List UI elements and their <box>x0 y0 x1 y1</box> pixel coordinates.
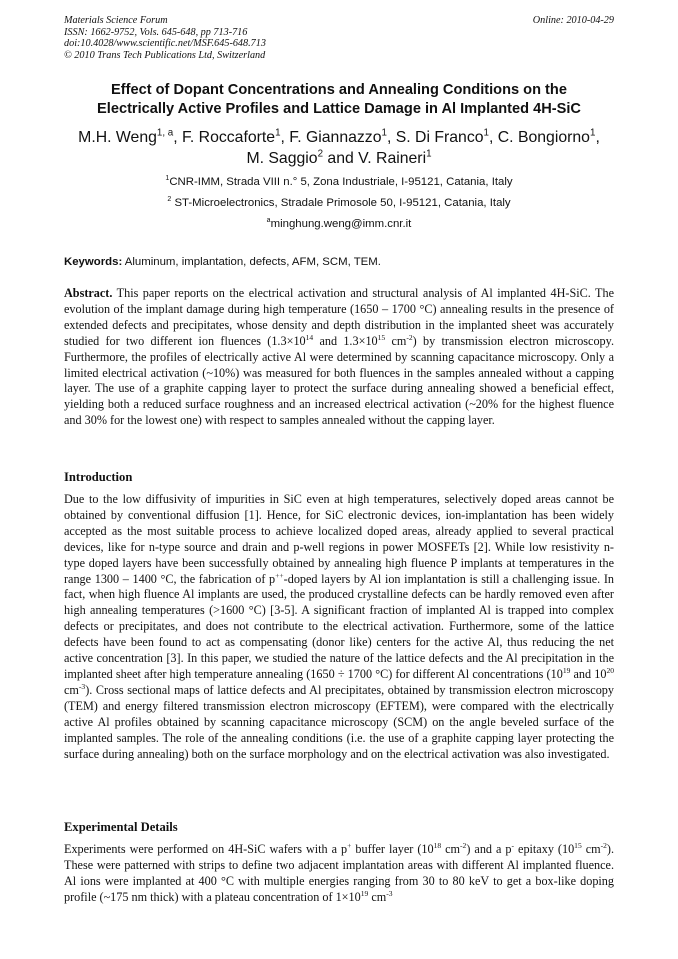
exponent: 14 <box>305 332 314 342</box>
author-affiliation-mark: 1 <box>589 127 596 139</box>
author-conjunction: and <box>327 150 354 167</box>
affiliation-text: ST-Microelectronics, Stradale Primosole 50, I-95121, Catania, Italy <box>174 197 511 209</box>
introduction-heading: Introduction <box>64 470 133 484</box>
title-line-2: Electrically Active Profiles and Lattice Damage in Al Implanted 4H-SiC <box>97 101 581 117</box>
author-affiliation-mark: 1 <box>483 127 489 139</box>
online-date: Online: 2010-04-29 <box>532 15 614 26</box>
exponent: -2 <box>406 332 413 342</box>
paragraph-text: ) and a p <box>466 842 512 856</box>
paragraph-text: and 10 <box>570 666 607 681</box>
author-line-2 <box>30 148 648 169</box>
paragraph-text: Experiments were performed on 4H-SiC wafers with a p <box>64 842 348 856</box>
doi-line: doi:10.4028/www.scientific.net/MSF.645-648.713 <box>64 38 266 49</box>
author-name: C. Bongiorno <box>497 129 590 146</box>
exponent: 15 <box>377 332 386 342</box>
keywords-label: Keywords: <box>64 256 123 268</box>
copyright-line: © 2010 Trans Tech Publications Ltd, Switzerland <box>64 49 266 61</box>
exponent: 19 <box>360 888 369 898</box>
paragraph-text: cm <box>441 842 461 856</box>
exponent: 18 <box>433 840 442 850</box>
author-line-1: M.H. Weng$^{1, a}$, F. Roccaforte$^1$, F. Giannazzo$^1$, S. Di Franco$^1$, C. Bongiorno$^1$, <box>78 127 600 146</box>
exponent: -3 <box>386 888 393 898</box>
exponent: 20 <box>606 665 614 675</box>
paragraph-text: cm <box>581 842 601 856</box>
abstract-text: This paper reports on the electrical activation and structural analysis of Al implanted 4H-SiC. The evolution of the implant damage during high temperature (1650 – 1700 °C) annealing results in the presence of extended defects and precipitates, whose density and depth distribution in the implanted sheet was accurately studied for two different ion fluences (1.3×10 <box>64 286 614 348</box>
exponent: + <box>347 840 352 850</box>
author-affiliation-mark: 2 <box>317 148 324 160</box>
author-name: M. Saggio <box>246 150 318 167</box>
paragraph-text: cm <box>64 682 79 697</box>
author-list <box>30 127 648 169</box>
paper-title <box>40 81 638 119</box>
paragraph-text: buffer layer (10 <box>351 842 434 856</box>
author-affiliation-mark: 1 <box>381 127 387 139</box>
exponent: -2 <box>600 840 607 850</box>
abstract <box>64 286 614 429</box>
paragraph-text: Due to the low diffusivity of impurities in SiC even at high temperatures, selectively doped areas cannot be obtained by conventional diffusion [1]. Hence, for SiC electronic devices, ion-implantation has been widely accepted as the most suitable process to achieve localized doped areas, already applied to several practical devices, like for n-type source and drain and p-well regions in power MOSFETs [2]. While low resistivity n-type doped layers have been successfully obtained by annealing high fluence P implants at temperatures in the range 1300 – 1400 °C, the fabrication of p <box>64 492 614 586</box>
journal-name: Materials Science Forum <box>64 15 168 26</box>
corresponding-email <box>30 218 648 230</box>
issn-line: ISSN: 1662-9752, Vols. 645-648, pp 713-716 <box>64 26 248 38</box>
author-affiliation-mark: 1 <box>275 127 281 139</box>
paragraph-text: cm <box>368 889 387 904</box>
paragraph-text: epitaxy (10 <box>514 842 575 856</box>
author-name: F. Giannazzo <box>289 129 382 146</box>
exponent: -2 <box>460 840 467 850</box>
author-affiliation-mark: 1, a <box>156 127 174 139</box>
author-name: V. Raineri <box>358 150 427 167</box>
exponent: 15 <box>574 840 582 850</box>
affiliation-text: CNR-IMM, Strada VIII n.° 5, Zona Industriale, I-95121, Catania, Italy <box>169 176 513 188</box>
experimental-heading: Experimental Details <box>64 820 178 834</box>
email-text: minghung.weng@imm.cnr.it <box>270 218 412 230</box>
abstract-text: cm <box>385 333 407 348</box>
journal-header <box>64 15 614 61</box>
affiliation-mark: 2 <box>167 196 172 204</box>
author-affiliation-mark: 1 <box>426 148 432 160</box>
affiliation-2 <box>30 197 648 209</box>
abstract-text: ) by transmission electron microscopy. Furthermore, the profiles of electrically active Al were determined by scanning capacitance microscopy. Only a limited electrical activation (~10%) was measured for both fluences in the samples annealed without a capping layer. The use of a graphite capping layer to protect the surface during annealing showed a beneficial effect, yielding both a reduced surface roughness and an increased electrical activation (~20% for the highest fluence and 30% for the lowest one) with respect to samples annealed without the capping layer. <box>64 333 614 428</box>
author-name: F. Roccaforte <box>182 129 276 146</box>
keywords <box>64 256 614 268</box>
email-mark: a <box>266 217 271 225</box>
affiliation-1 <box>30 176 648 188</box>
author-name: S. Di Franco <box>395 129 484 146</box>
experimental-paragraph <box>64 842 614 906</box>
abstract-text: and 1.3×10 <box>313 333 378 348</box>
exponent: -3 <box>78 681 86 691</box>
introduction-paragraph <box>64 492 614 762</box>
exponent: ++ <box>275 570 284 580</box>
title-line-1: Effect of Dopant Concentrations and Annealing Conditions on the <box>111 82 567 98</box>
author-name: M.H. Weng <box>78 129 157 146</box>
exponent: - <box>511 840 515 850</box>
paragraph-text: ). Cross sectional maps of lattice defects and Al precipitates, obtained by transmission electron microscopy (TEM) and energy filtered transmission electron microscopy (EFTEM), were compared with the electrically active Al profiles obtained by scanning capacitance microscopy (SCM) on the angle beveled surface of the implanted samples. The role of the annealing conditions (i.e. the use of a graphite capping layer protecting the surface during annealing) both on the surface morphology and on the electrical activation was also investigated. <box>64 682 614 761</box>
keywords-text: Aluminum, implantation, defects, AFM, SCM, TEM. <box>122 256 381 268</box>
paragraph-text: ). These were patterned with strips to define two adjacent implantation areas with different Al implanted fluence. Al ions were implanted at 400 °C with multiple energies ranging from 30 to 80 keV to get a box-like doping profile (~175 nm thick) with a plateau concentration of 1×10 <box>64 842 615 904</box>
abstract-label: Abstract. <box>64 286 113 300</box>
affiliation-mark: 1 <box>165 175 170 183</box>
paragraph-text: -doped layers by Al ion implantation is still a challenging issue. In fact, when high fluence Al implants are used, the produced crystalline defects can be hardly removed even after high annealing temperatures (>1600 °C) [3-5]. A significant fraction of implanted Al is trapped into complex defects or precipitates, and does not contribute to the electrical activation. Furthermore, some of the lattice defects have been found to act as compensating (donor like) centers for the active Al, thus reducing the net active concentration [3]. In this paper, we studied the nature of the lattice defects and the Al precipitation in the implanted sheet after high temperature annealing (1650 ÷ 1700 °C) for different Al concentrations (10 <box>64 571 614 681</box>
exponent: 19 <box>562 665 571 675</box>
